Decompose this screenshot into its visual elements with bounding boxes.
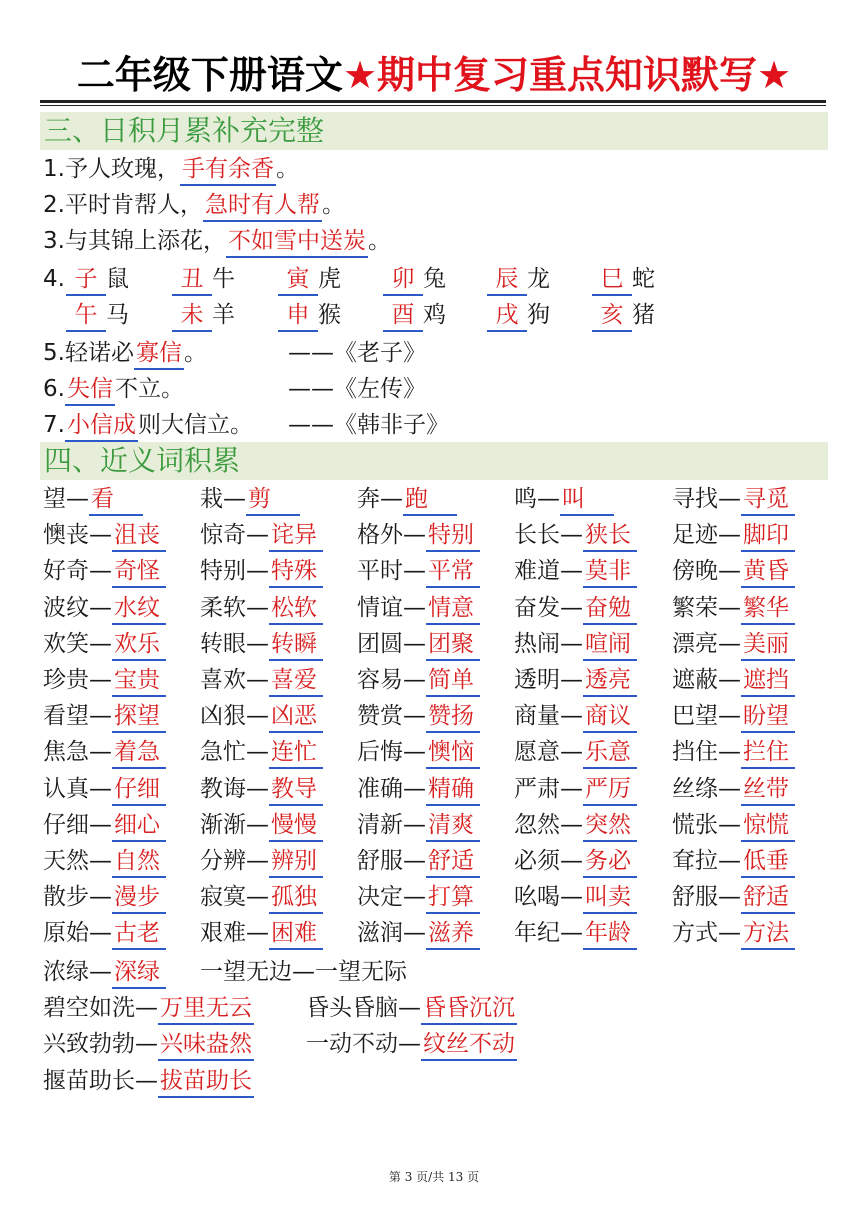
synonym-pair <box>672 663 795 697</box>
synonym-word: 忽然— <box>514 811 583 838</box>
synonym-answer: 舒适 <box>426 846 480 878</box>
synonym-answer: 简单 <box>426 665 480 697</box>
synonym-answer: 教导 <box>269 774 323 806</box>
synonym-answer: 叫 <box>560 484 614 516</box>
synonym-pair <box>672 554 795 588</box>
zodiac-branch-blank: 卯 <box>383 264 423 296</box>
synonym-word: 懊丧— <box>43 522 112 549</box>
synonym-word: 傍晚— <box>672 558 741 585</box>
synonym-answer: 团聚 <box>426 629 480 661</box>
synonym-pair <box>672 627 795 661</box>
synonym-word: 昏头昏脑— <box>306 995 421 1022</box>
page-title <box>0 52 868 98</box>
zodiac-animal: 羊 <box>212 302 235 328</box>
zodiac-animal: 鸡 <box>423 302 446 328</box>
synonym-pair <box>514 482 614 516</box>
synonym-answer: 透亮 <box>583 665 637 697</box>
synonym-pair <box>357 518 480 552</box>
synonym-word: 清新— <box>357 811 426 838</box>
synonym-word: 仔细— <box>43 811 112 838</box>
synonym-answer: 孤独 <box>269 882 323 914</box>
synonym-answer: 精确 <box>426 774 480 806</box>
fill-line <box>43 152 299 188</box>
synonym-answer: 细心 <box>112 810 166 842</box>
synonym-word: 商量— <box>514 703 583 730</box>
synonym-answer: 水纹 <box>112 593 166 625</box>
synonym-word: 格外— <box>357 522 426 549</box>
synonym-word: 愿意— <box>514 739 583 766</box>
synonym-pair <box>357 880 480 914</box>
synonym-word: 焦急— <box>43 739 112 766</box>
zodiac-branch-blank: 子 <box>66 264 106 296</box>
zodiac-pair <box>383 262 446 296</box>
title-accent: ★期中复习重点知识默写★ <box>342 53 792 97</box>
zodiac-pair <box>66 298 129 332</box>
synonym-pair <box>43 554 166 588</box>
synonym-answer: 狭长 <box>583 520 637 552</box>
synonym-word: 原始— <box>43 920 112 947</box>
synonym-pair <box>514 518 637 552</box>
synonym-answer: 特别 <box>426 520 480 552</box>
synonym-pair <box>357 916 480 950</box>
title-main: 二年级下册语文 <box>76 53 343 97</box>
zodiac-label: 4. <box>43 266 65 292</box>
synonym-answer: 乐意 <box>583 737 637 769</box>
synonym-answer: 漫步 <box>112 882 166 914</box>
synonym-word: 漂亮— <box>672 630 741 657</box>
quote-suffix: 。 <box>183 340 207 366</box>
zodiac-branch-blank: 巳 <box>592 264 632 296</box>
synonym-pair <box>672 808 795 842</box>
synonym-pair <box>357 591 480 625</box>
synonym-word: 长长— <box>514 522 583 549</box>
synonym-word: 天然— <box>43 848 112 874</box>
zodiac-branch-blank: 未 <box>172 300 212 332</box>
synonym-word: 必须— <box>514 848 583 874</box>
synonym-word: 栽— <box>200 486 246 512</box>
synonym-answer: 兴味盎然 <box>158 1029 254 1061</box>
synonym-answer: 惊慌 <box>741 810 795 842</box>
title-divider-thin <box>40 105 826 106</box>
synonym-word: 喜欢— <box>200 667 269 693</box>
synonym-pair <box>200 627 323 661</box>
synonym-answer: 宝贵 <box>112 665 166 697</box>
synonym-pair <box>200 699 323 733</box>
page-footer: 第 3 页/共 13 页 <box>388 1170 480 1184</box>
synonym-answer: 欢乐 <box>112 629 166 661</box>
synonym-pair <box>672 916 795 950</box>
synonym-answer: 打算 <box>426 882 480 914</box>
zodiac-pair <box>487 262 550 296</box>
synonym-pair <box>200 808 323 842</box>
zodiac-pair <box>383 298 446 332</box>
synonym-answer: 沮丧 <box>112 520 166 552</box>
synonym-word: 滋润— <box>357 920 426 947</box>
synonym-answer: 繁华 <box>741 593 795 625</box>
synonym-word: 后悔— <box>357 739 426 766</box>
synonym-word: 慌张— <box>672 811 741 838</box>
synonym-word: 惊奇— <box>200 522 269 549</box>
synonym-word: 教诲— <box>200 775 269 802</box>
zodiac-pair <box>592 262 655 296</box>
synonym-pair <box>43 627 166 661</box>
zodiac-animal: 虎 <box>318 266 341 292</box>
synonym-answer: 务必 <box>583 846 637 878</box>
synonym-answer: 遮挡 <box>741 665 795 697</box>
zodiac-animal: 蛇 <box>632 266 655 292</box>
synonym-answer: 年龄 <box>583 918 637 950</box>
zodiac-animal: 猴 <box>318 302 341 328</box>
fill-line <box>43 188 345 224</box>
synonym-answer: 盼望 <box>741 701 795 733</box>
synonym-answer: 看 <box>89 484 143 516</box>
synonym-word: 凶狠— <box>200 703 269 730</box>
synonym-word: 巴望— <box>672 703 741 730</box>
synonym-word: 认真— <box>43 775 112 802</box>
zodiac-branch-blank: 戌 <box>487 300 527 332</box>
synonym-word: 好奇— <box>43 558 112 585</box>
synonym-pair <box>357 808 480 842</box>
synonym-answer: 脚印 <box>741 520 795 552</box>
quote-line <box>43 408 253 444</box>
synonym-answer: 松软 <box>269 593 323 625</box>
quote-source: ——《老子》 <box>288 340 426 366</box>
zodiac-animal: 猪 <box>632 302 655 328</box>
zodiac-pair <box>66 262 129 296</box>
zodiac-animal: 兔 <box>423 266 446 292</box>
synonym-pair <box>357 482 457 516</box>
line-suffix: 。 <box>275 156 299 182</box>
synonym-word: 一动不动— <box>306 1031 421 1058</box>
synonym-word: 舒服— <box>672 884 741 911</box>
synonym-word: 揠苗助长— <box>43 1067 158 1094</box>
synonym-pair <box>43 808 166 842</box>
synonym-pair <box>306 991 517 1025</box>
synonym-answer: 方法 <box>741 918 795 950</box>
synonym-word: 特别— <box>200 558 269 585</box>
synonym-answer: 剪 <box>246 484 300 516</box>
synonym-pair <box>514 772 637 806</box>
synonym-pair <box>200 955 407 989</box>
synonym-word: 团圆— <box>357 630 426 657</box>
synonym-pair <box>43 844 166 878</box>
synonym-word: 吆喝— <box>514 884 583 911</box>
synonym-answer: 滋养 <box>426 918 480 950</box>
zodiac-pair <box>172 298 235 332</box>
synonym-pair <box>514 916 637 950</box>
zodiac-animal: 龙 <box>527 266 550 292</box>
synonym-answer: 奋勉 <box>583 593 637 625</box>
synonym-word: 决定— <box>357 884 426 911</box>
synonym-answer: 凶恶 <box>269 701 323 733</box>
synonym-pair <box>43 482 143 516</box>
synonym-pair <box>514 627 637 661</box>
synonym-answer: 慢慢 <box>269 810 323 842</box>
line-prompt: 3.与其锦上添花， <box>43 228 226 254</box>
synonym-word: 柔软— <box>200 594 269 621</box>
zodiac-pair <box>278 298 341 332</box>
synonym-answer: 黄昏 <box>741 556 795 588</box>
synonym-word: 丝绦— <box>672 775 741 802</box>
zodiac-branch-blank: 申 <box>278 300 318 332</box>
synonym-pair <box>357 554 480 588</box>
quote-suffix: 则大信立。 <box>137 412 253 438</box>
synonym-answer: 严厉 <box>583 774 637 806</box>
synonym-answer: 辨别 <box>269 846 323 878</box>
title-divider <box>40 100 826 103</box>
synonym-answer: 古老 <box>112 918 166 950</box>
line-prompt: 1.予人玫瑰， <box>43 156 180 182</box>
line-prompt: 2.平时肯帮人， <box>43 192 203 218</box>
zodiac-branch-blank: 酉 <box>383 300 423 332</box>
synonym-word: 挡住— <box>672 739 741 766</box>
synonym-word: 足迹— <box>672 522 741 549</box>
synonym-pair <box>200 554 323 588</box>
synonym-word: 情谊— <box>357 594 426 621</box>
synonym-pair <box>43 699 166 733</box>
line-suffix: 。 <box>321 192 345 218</box>
synonym-pair <box>514 880 637 914</box>
synonym-answer: 美丽 <box>741 629 795 661</box>
synonym-answer: 舒适 <box>741 882 795 914</box>
synonym-answer: 自然 <box>112 846 166 878</box>
synonym-pair <box>200 772 323 806</box>
synonym-word: 方式— <box>672 920 741 947</box>
quote-prompt: 5.轻诺必 <box>43 340 134 366</box>
zodiac-pair <box>278 262 341 296</box>
synonym-pair <box>357 844 480 878</box>
synonym-word: 年纪— <box>514 920 583 947</box>
synonym-answer: 低垂 <box>741 846 795 878</box>
synonym-word: 浓绿— <box>43 959 112 985</box>
synonym-answer: 平常 <box>426 556 480 588</box>
zodiac-branch-blank: 丑 <box>172 264 212 296</box>
synonym-answer: 清爽 <box>426 810 480 842</box>
synonym-answer: 深绿 <box>112 957 166 989</box>
synonym-word: 鸣— <box>514 486 560 512</box>
zodiac-animal: 狗 <box>527 302 550 328</box>
synonym-word: 转眼— <box>200 630 269 657</box>
synonym-pair <box>43 518 166 552</box>
quote-suffix: 不立。 <box>114 376 184 402</box>
synonym-word: 欢笑— <box>43 630 112 657</box>
section-heading-3: 三、日积月累补充完整 <box>40 112 828 150</box>
answer-blank: 寡信 <box>134 338 184 370</box>
synonym-word: 遮蔽— <box>672 667 741 693</box>
synonym-word: 平时— <box>357 558 426 585</box>
synonym-pair <box>43 663 166 697</box>
line-suffix: 。 <box>367 228 391 254</box>
quote-prompt: 6. <box>43 376 65 402</box>
synonym-pair <box>357 735 480 769</box>
synonym-pair <box>200 916 323 950</box>
answer-blank: 失信 <box>65 374 115 406</box>
synonym-word: 望— <box>43 486 89 512</box>
synonym-word: 难道— <box>514 558 583 585</box>
synonym-pair <box>43 880 166 914</box>
synonym-pair <box>357 699 480 733</box>
synonym-pair <box>200 482 300 516</box>
synonym-pair <box>357 772 480 806</box>
synonym-answer: 拔苗助长 <box>158 1066 254 1098</box>
synonym-word: 兴致勃勃— <box>43 1031 158 1058</box>
synonym-pair <box>514 844 637 878</box>
quote-source: ——《韩非子》 <box>288 412 449 438</box>
synonym-word: 寻找— <box>672 486 741 512</box>
synonym-answer: 丝带 <box>741 774 795 806</box>
synonym-answer: 莫非 <box>583 556 637 588</box>
synonym-word: 碧空如洗— <box>43 995 158 1022</box>
zodiac-branch-blank: 辰 <box>487 264 527 296</box>
synonym-pair <box>43 772 166 806</box>
answer-blank: 手有余香 <box>180 154 276 186</box>
synonym-pair <box>43 1064 254 1098</box>
synonym-pair <box>200 735 323 769</box>
synonym-word: 珍贵— <box>43 667 112 693</box>
synonym-answer: 仔细 <box>112 774 166 806</box>
synonym-word: 波纹— <box>43 594 112 621</box>
synonym-word: 寂寞— <box>200 884 269 911</box>
synonym-pair <box>43 591 166 625</box>
synonym-answer: 商议 <box>583 701 637 733</box>
zodiac-branch-blank: 午 <box>66 300 106 332</box>
synonym-pair <box>514 735 637 769</box>
zodiac-branch-blank: 寅 <box>278 264 318 296</box>
synonym-word: 急忙— <box>200 739 269 766</box>
synonym-word: 透明— <box>514 667 583 693</box>
synonym-word: 散步— <box>43 884 112 911</box>
synonym-word: 分辨— <box>200 848 269 874</box>
synonym-pair <box>672 844 795 878</box>
zodiac-pair <box>172 262 235 296</box>
synonym-word: 艰难— <box>200 920 269 947</box>
synonym-pair <box>200 518 323 552</box>
synonym-answer: 跑 <box>403 484 457 516</box>
synonym-answer: 特殊 <box>269 556 323 588</box>
quote-line <box>43 336 207 372</box>
synonym-pair <box>43 991 254 1025</box>
synonym-answer: 转瞬 <box>269 629 323 661</box>
synonym-pair <box>672 482 795 516</box>
zodiac-animal: 鼠 <box>106 266 129 292</box>
synonym-answer: 昏昏沉沉 <box>421 993 517 1025</box>
quote-line <box>43 372 184 408</box>
synonym-pair <box>43 916 166 950</box>
quote-prompt: 7. <box>43 412 65 438</box>
zodiac-pair <box>592 298 655 332</box>
synonym-answer: 喜爱 <box>269 665 323 697</box>
synonym-pair <box>357 627 480 661</box>
synonym-pair <box>200 591 323 625</box>
synonym-word: 准确— <box>357 775 426 802</box>
zodiac-pair <box>487 298 550 332</box>
synonym-answer: 万里无云 <box>158 993 254 1025</box>
synonym-answer: 探望 <box>112 701 166 733</box>
synonym-answer: 连忙 <box>269 737 323 769</box>
synonym-word: 容易— <box>357 667 426 693</box>
synonym-pair <box>514 699 637 733</box>
synonym-pair <box>200 844 323 878</box>
synonym-pair <box>43 955 166 989</box>
synonym-pair <box>200 663 323 697</box>
zodiac-animal: 马 <box>106 302 129 328</box>
synonym-pair <box>43 735 166 769</box>
synonym-word: 看望— <box>43 703 112 730</box>
synonym-pair <box>514 591 637 625</box>
synonym-answer: 奇怪 <box>112 556 166 588</box>
synonym-word: 耷拉— <box>672 848 741 874</box>
synonym-pair <box>672 699 795 733</box>
synonym-answer: 叫卖 <box>583 882 637 914</box>
synonym-pair <box>672 880 795 914</box>
zodiac-branch-blank: 亥 <box>592 300 632 332</box>
synonym-word: 奋发— <box>514 594 583 621</box>
synonym-pair <box>43 1027 254 1061</box>
synonym-word: 奔— <box>357 486 403 512</box>
synonym-answer: 寻觅 <box>741 484 795 516</box>
synonym-word: 渐渐— <box>200 811 269 838</box>
synonym-answer: 懊恼 <box>426 737 480 769</box>
synonym-pair <box>672 772 795 806</box>
synonym-pair <box>200 880 323 914</box>
synonym-pair <box>672 518 795 552</box>
synonym-pair <box>672 735 795 769</box>
synonym-word: 繁荣— <box>672 594 741 621</box>
synonym-word: 一望无边—一望无际 <box>200 959 407 985</box>
synonym-answer: 拦住 <box>741 737 795 769</box>
answer-blank: 小信成 <box>65 410 138 442</box>
synonym-pair <box>514 808 637 842</box>
synonym-answer: 情意 <box>426 593 480 625</box>
quote-source: ——《左传》 <box>288 376 426 402</box>
synonym-answer: 着急 <box>112 737 166 769</box>
synonym-answer: 喧闹 <box>583 629 637 661</box>
synonym-word: 严肃— <box>514 775 583 802</box>
synonym-word: 热闹— <box>514 630 583 657</box>
section-heading-4: 四、近义词积累 <box>40 442 828 480</box>
synonym-answer: 困难 <box>269 918 323 950</box>
synonym-pair <box>514 554 637 588</box>
synonym-pair <box>514 663 637 697</box>
fill-line <box>43 224 391 260</box>
answer-blank: 急时有人帮 <box>203 190 322 222</box>
synonym-answer: 诧异 <box>269 520 323 552</box>
zodiac-animal: 牛 <box>212 266 235 292</box>
synonym-word: 舒服— <box>357 848 426 874</box>
synonym-answer: 纹丝不动 <box>421 1029 517 1061</box>
synonym-answer: 突然 <box>583 810 637 842</box>
synonym-answer: 赞扬 <box>426 701 480 733</box>
answer-blank: 不如雪中送炭 <box>226 226 368 258</box>
synonym-pair <box>306 1027 517 1061</box>
synonym-word: 赞赏— <box>357 703 426 730</box>
synonym-pair <box>672 591 795 625</box>
synonym-pair <box>357 663 480 697</box>
